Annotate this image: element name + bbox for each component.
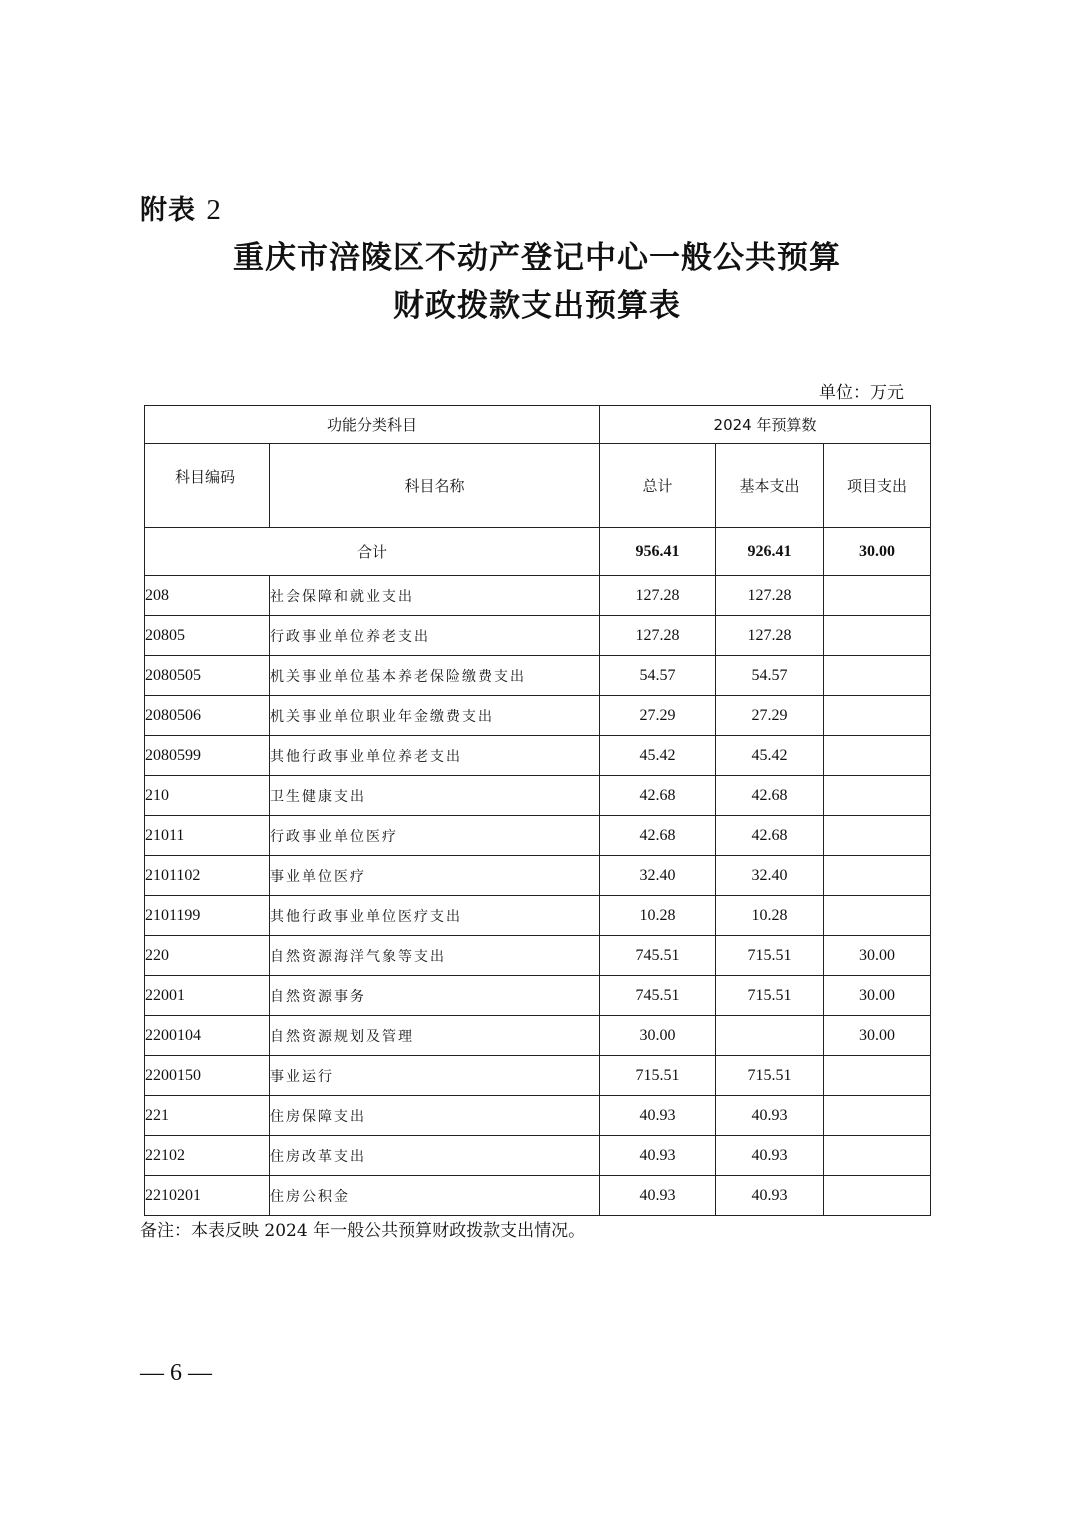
cell-basic xyxy=(716,1016,824,1056)
cell-code: 2101199 xyxy=(145,896,270,936)
cell-code: 220 xyxy=(145,936,270,976)
table-row xyxy=(145,1056,931,1096)
table-row xyxy=(145,936,931,976)
budget-table xyxy=(144,405,931,1216)
cell-project xyxy=(824,696,931,736)
cell-name: 事业单位医疗 xyxy=(270,856,600,896)
cell-project xyxy=(824,856,931,896)
table-column-header-row xyxy=(145,444,931,528)
cell-total: 32.40 xyxy=(600,856,716,896)
cell-basic: 715.51 xyxy=(716,1056,824,1096)
cell-name: 行政事业单位医疗 xyxy=(270,816,600,856)
table-row xyxy=(145,656,931,696)
cell-basic: 42.68 xyxy=(716,816,824,856)
cell-code: 2101102 xyxy=(145,856,270,896)
cell-basic: 10.28 xyxy=(716,896,824,936)
cell-basic: 40.93 xyxy=(716,1176,824,1216)
cell-code: 21011 xyxy=(145,816,270,856)
cell-code: 22001 xyxy=(145,976,270,1016)
cell-total: 40.93 xyxy=(600,1136,716,1176)
cell-total: 40.93 xyxy=(600,1096,716,1136)
column-header-code: 科目编码 xyxy=(145,444,270,528)
table-row xyxy=(145,776,931,816)
cell-code: 2200150 xyxy=(145,1056,270,1096)
cell-name: 自然资源规划及管理 xyxy=(270,1016,600,1056)
cell-project xyxy=(824,616,931,656)
cell-code: 22102 xyxy=(145,1136,270,1176)
table-row xyxy=(145,1176,931,1216)
cell-project: 30.00 xyxy=(824,936,931,976)
cell-project xyxy=(824,1056,931,1096)
column-header-basic: 基本支出 xyxy=(716,444,824,528)
cell-total: 127.28 xyxy=(600,616,716,656)
cell-project: 30.00 xyxy=(824,976,931,1016)
cell-code: 210 xyxy=(145,776,270,816)
cell-total: 42.68 xyxy=(600,816,716,856)
cell-project xyxy=(824,576,931,616)
table-row xyxy=(145,576,931,616)
footnote: 备注：本表反映 2024 年一般公共预算财政拨款支出情况。 xyxy=(140,1221,586,1241)
cell-name: 住房公积金 xyxy=(270,1176,600,1216)
page-number: — 6 — xyxy=(140,1360,212,1386)
column-header-project: 项目支出 xyxy=(824,444,931,528)
table-row xyxy=(145,976,931,1016)
cell-project xyxy=(824,736,931,776)
cell-name: 卫生健康支出 xyxy=(270,776,600,816)
cell-basic: 127.28 xyxy=(716,616,824,656)
cell-project xyxy=(824,1136,931,1176)
group-header-function: 功能分类科目 xyxy=(145,406,600,444)
cell-name: 其他行政事业单位养老支出 xyxy=(270,736,600,776)
cell-total: 715.51 xyxy=(600,1056,716,1096)
cell-total: 127.28 xyxy=(600,576,716,616)
cell-basic: 27.29 xyxy=(716,696,824,736)
table-row xyxy=(145,816,931,856)
appendix-number: 2 xyxy=(206,194,222,226)
cell-basic: 715.51 xyxy=(716,976,824,1016)
cell-basic: 40.93 xyxy=(716,1136,824,1176)
cell-project xyxy=(824,816,931,856)
cell-total: 745.51 xyxy=(600,976,716,1016)
cell-basic: 42.68 xyxy=(716,776,824,816)
cell-name: 行政事业单位养老支出 xyxy=(270,616,600,656)
cell-project xyxy=(824,776,931,816)
cell-project xyxy=(824,1096,931,1136)
table-row xyxy=(145,1136,931,1176)
page-title-line1: 重庆市涪陵区不动产登记中心一般公共预算 xyxy=(233,240,841,276)
cell-total: 745.51 xyxy=(600,936,716,976)
cell-code: 20805 xyxy=(145,616,270,656)
cell-total: 10.28 xyxy=(600,896,716,936)
cell-total: 45.42 xyxy=(600,736,716,776)
cell-project xyxy=(824,896,931,936)
cell-name: 住房保障支出 xyxy=(270,1096,600,1136)
cell-project xyxy=(824,656,931,696)
cell-total: 30.00 xyxy=(600,1016,716,1056)
cell-name: 住房改革支出 xyxy=(270,1136,600,1176)
total-row xyxy=(145,528,931,576)
group-header-budget: 2024 年预算数 xyxy=(600,406,931,444)
cell-code: 2210201 xyxy=(145,1176,270,1216)
table-row xyxy=(145,856,931,896)
cell-name: 机关事业单位基本养老保险缴费支出 xyxy=(270,656,600,696)
cell-total: 54.57 xyxy=(600,656,716,696)
column-header-total: 总计 xyxy=(600,444,716,528)
table-group-header-row xyxy=(145,406,931,444)
cell-basic: 715.51 xyxy=(716,936,824,976)
cell-project xyxy=(824,1176,931,1216)
cell-total: 40.93 xyxy=(600,1176,716,1216)
cell-project: 30.00 xyxy=(824,1016,931,1056)
cell-code: 2200104 xyxy=(145,1016,270,1056)
column-header-name: 科目名称 xyxy=(270,444,600,528)
cell-name: 社会保障和就业支出 xyxy=(270,576,600,616)
appendix-prefix: 附表 xyxy=(140,195,196,226)
table-row xyxy=(145,616,931,656)
page-title-line2: 财政拨款支出预算表 xyxy=(393,288,681,324)
table-row xyxy=(145,1096,931,1136)
cell-basic: 54.57 xyxy=(716,656,824,696)
cell-basic: 32.40 xyxy=(716,856,824,896)
total-sum: 956.41 xyxy=(600,528,716,576)
table-row xyxy=(145,896,931,936)
cell-basic: 40.93 xyxy=(716,1096,824,1136)
table-row xyxy=(145,1016,931,1056)
total-project: 30.00 xyxy=(824,528,931,576)
cell-total: 27.29 xyxy=(600,696,716,736)
cell-basic: 127.28 xyxy=(716,576,824,616)
total-basic: 926.41 xyxy=(716,528,824,576)
cell-name: 事业运行 xyxy=(270,1056,600,1096)
table-row xyxy=(145,736,931,776)
cell-code: 2080505 xyxy=(145,656,270,696)
cell-code: 208 xyxy=(145,576,270,616)
cell-name: 自然资源事务 xyxy=(270,976,600,1016)
cell-code: 2080506 xyxy=(145,696,270,736)
appendix-label xyxy=(140,188,222,227)
cell-name: 其他行政事业单位医疗支出 xyxy=(270,896,600,936)
cell-code: 221 xyxy=(145,1096,270,1136)
unit-label: 单位：万元 xyxy=(819,383,904,403)
table-row xyxy=(145,696,931,736)
cell-name: 自然资源海洋气象等支出 xyxy=(270,936,600,976)
cell-basic: 45.42 xyxy=(716,736,824,776)
cell-total: 42.68 xyxy=(600,776,716,816)
cell-name: 机关事业单位职业年金缴费支出 xyxy=(270,696,600,736)
total-label: 合计 xyxy=(145,528,600,576)
cell-code: 2080599 xyxy=(145,736,270,776)
